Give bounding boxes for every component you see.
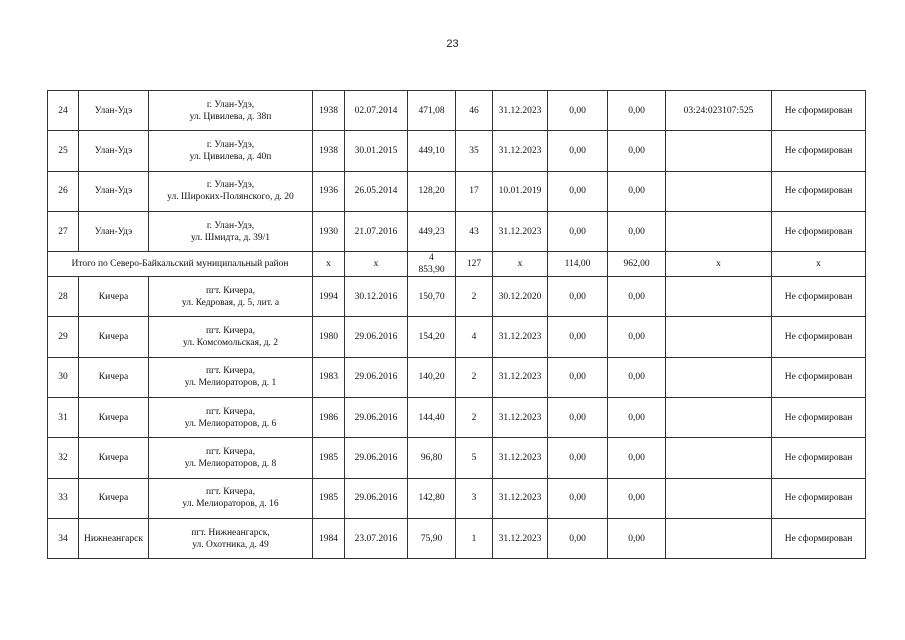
total-row [48, 252, 866, 277]
status-cell: Не сформирован [772, 211, 866, 251]
row-number: 34 [48, 518, 79, 558]
status-cell: Не сформирован [772, 171, 866, 211]
area-cell: 471,08 [408, 91, 456, 131]
address-street: ул. Охотника, д. 49 [192, 539, 269, 550]
table-row [48, 398, 866, 438]
settlement-cell: Улан-Удэ [79, 131, 149, 171]
address-street: ул. Комсомольская, д. 2 [182, 338, 279, 349]
year-cell: 1984 [313, 518, 345, 558]
address-cell [149, 131, 313, 171]
year-cell: 1985 [313, 438, 345, 478]
status-cell: Не сформирован [772, 398, 866, 438]
table-row [48, 317, 866, 357]
area-cell: 142,80 [408, 478, 456, 518]
table-row [48, 131, 866, 171]
year-cell: 1938 [313, 91, 345, 131]
address-locality: г. Улан-Удэ, [206, 99, 255, 110]
cadastral-number-cell [666, 131, 772, 171]
date-cell: 23.07.2016 [345, 518, 408, 558]
value1-cell: 0,00 [548, 277, 608, 317]
table-body [48, 91, 866, 559]
value2-cell: 0,00 [608, 478, 666, 518]
cadastral-number-cell [666, 518, 772, 558]
deadline-cell: 31.12.2023 [493, 131, 548, 171]
row-number: 32 [48, 438, 79, 478]
value1-cell: 0,00 [548, 478, 608, 518]
settlement-cell: Улан-Удэ [79, 211, 149, 251]
date-cell: 29.06.2016 [345, 317, 408, 357]
area-cell: 449,10 [408, 131, 456, 171]
address-cell [149, 277, 313, 317]
status-cell: Не сформирован [772, 357, 866, 397]
area-cell: 75,90 [408, 518, 456, 558]
value1-cell: 0,00 [548, 171, 608, 211]
date-cell: 21.07.2016 [345, 211, 408, 251]
residents-cell: 2 [456, 398, 493, 438]
value1-cell: 0,00 [548, 357, 608, 397]
address-cell [149, 91, 313, 131]
value2-cell: 0,00 [608, 171, 666, 211]
total-year-cell: x [313, 252, 345, 277]
address-cell [149, 357, 313, 397]
total-date-cell: x [345, 252, 408, 277]
date-cell: 29.06.2016 [345, 357, 408, 397]
deadline-cell: 31.12.2023 [493, 357, 548, 397]
table-row [48, 211, 866, 251]
address-cell [149, 478, 313, 518]
cadastral-number-cell: 03:24:023107:525 [666, 91, 772, 131]
table-row [48, 478, 866, 518]
row-number: 28 [48, 277, 79, 317]
total-residents-cell: 127 [456, 252, 493, 277]
value2-cell: 0,00 [608, 398, 666, 438]
deadline-cell: 10.01.2019 [493, 171, 548, 211]
cadastral-number-cell [666, 317, 772, 357]
area-cell: 144,40 [408, 398, 456, 438]
area-cell: 449,23 [408, 211, 456, 251]
address-cell [149, 518, 313, 558]
deadline-cell: 31.12.2023 [493, 438, 548, 478]
year-cell: 1980 [313, 317, 345, 357]
value2-cell: 0,00 [608, 317, 666, 357]
deadline-cell: 31.12.2023 [493, 478, 548, 518]
table-row [48, 357, 866, 397]
total-deadline-cell: x [493, 252, 548, 277]
cadastral-number-cell [666, 438, 772, 478]
status-cell: Не сформирован [772, 131, 866, 171]
table-row [48, 518, 866, 558]
value2-cell: 0,00 [608, 131, 666, 171]
address-locality: пгт. Кичера, [206, 326, 255, 337]
residents-cell: 5 [456, 438, 493, 478]
row-number: 31 [48, 398, 79, 438]
settlement-cell: Кичера [79, 277, 149, 317]
value2-cell: 0,00 [608, 438, 666, 478]
deadline-cell: 31.12.2023 [493, 211, 548, 251]
settlement-cell: Кичера [79, 357, 149, 397]
year-cell: 1930 [313, 211, 345, 251]
address-street: ул. Мелиораторов, д. 8 [184, 459, 277, 470]
housing-table [47, 90, 866, 559]
total-area-cell: 4 853,90 [408, 252, 456, 277]
cadastral-number-cell [666, 171, 772, 211]
address-locality: пгт. Нижнеангарск, [191, 527, 270, 538]
row-number: 27 [48, 211, 79, 251]
value1-cell: 0,00 [548, 91, 608, 131]
value2-cell: 0,00 [608, 91, 666, 131]
address-locality: пгт. Кичера, [206, 285, 255, 296]
year-cell: 1983 [313, 357, 345, 397]
area-cell: 150,70 [408, 277, 456, 317]
area-cell: 96,80 [408, 438, 456, 478]
residents-cell: 2 [456, 357, 493, 397]
cadastral-number-cell [666, 211, 772, 251]
address-street: ул. Цивилева, д. 40п [189, 151, 272, 162]
status-cell: Не сформирован [772, 91, 866, 131]
address-street: ул. Мелиораторов, д. 6 [184, 418, 277, 429]
residents-cell: 43 [456, 211, 493, 251]
settlement-cell: Кичера [79, 478, 149, 518]
residents-cell: 1 [456, 518, 493, 558]
area-cell: 154,20 [408, 317, 456, 357]
address-locality: пгт. Кичера, [206, 366, 255, 377]
value1-cell: 0,00 [548, 211, 608, 251]
value1-cell: 0,00 [548, 398, 608, 438]
residents-cell: 3 [456, 478, 493, 518]
date-cell: 29.06.2016 [345, 398, 408, 438]
year-cell: 1936 [313, 171, 345, 211]
address-locality: пгт. Кичера, [206, 406, 255, 417]
value2-cell: 0,00 [608, 277, 666, 317]
value2-cell: 0,00 [608, 211, 666, 251]
row-number: 33 [48, 478, 79, 518]
value1-cell: 0,00 [548, 438, 608, 478]
address-cell [149, 317, 313, 357]
date-cell: 29.06.2016 [345, 478, 408, 518]
address-locality: пгт. Кичера, [206, 487, 255, 498]
date-cell: 02.07.2014 [345, 91, 408, 131]
status-cell: Не сформирован [772, 478, 866, 518]
value1-cell: 0,00 [548, 518, 608, 558]
settlement-cell: Кичера [79, 398, 149, 438]
row-number: 25 [48, 131, 79, 171]
value2-cell: 0,00 [608, 518, 666, 558]
year-cell: 1985 [313, 478, 345, 518]
address-cell [149, 211, 313, 251]
settlement-cell: Кичера [79, 317, 149, 357]
total-val1-cell: 114,00 [548, 252, 608, 277]
cadastral-number-cell [666, 357, 772, 397]
settlement-cell: Улан-Удэ [79, 91, 149, 131]
status-cell: Не сформирован [772, 438, 866, 478]
address-street: ул. Цивилева, д. 38п [189, 111, 272, 122]
residents-cell: 35 [456, 131, 493, 171]
value2-cell: 0,00 [608, 357, 666, 397]
deadline-cell: 31.12.2023 [493, 91, 548, 131]
row-number: 30 [48, 357, 79, 397]
address-locality: пгт. Кичера, [206, 447, 255, 458]
residents-cell: 17 [456, 171, 493, 211]
date-cell: 30.01.2015 [345, 131, 408, 171]
status-cell: Не сформирован [772, 317, 866, 357]
row-number: 29 [48, 317, 79, 357]
address-street: ул. Мелиораторов, д. 16 [182, 499, 279, 510]
table-row [48, 277, 866, 317]
deadline-cell: 30.12.2020 [493, 277, 548, 317]
table-row [48, 171, 866, 211]
address-cell [149, 438, 313, 478]
total-cadastral-cell: x [666, 252, 772, 277]
total-val2-cell: 962,00 [608, 252, 666, 277]
residents-cell: 4 [456, 317, 493, 357]
area-cell: 128,20 [408, 171, 456, 211]
address-street: ул. Мелиораторов, д. 1 [184, 378, 277, 389]
cadastral-number-cell [666, 478, 772, 518]
page-number: 23 [446, 38, 459, 50]
status-cell: Не сформирован [772, 277, 866, 317]
address-locality: г. Улан-Удэ, [206, 139, 255, 150]
cadastral-number-cell [666, 277, 772, 317]
address-cell [149, 171, 313, 211]
row-number: 24 [48, 91, 79, 131]
date-cell: 29.06.2016 [345, 438, 408, 478]
year-cell: 1994 [313, 277, 345, 317]
settlement-cell: Кичера [79, 438, 149, 478]
address-street: ул. Кедровая, д. 5, лит. а [181, 297, 280, 308]
deadline-cell: 31.12.2023 [493, 518, 548, 558]
value1-cell: 0,00 [548, 317, 608, 357]
date-cell: 30.12.2016 [345, 277, 408, 317]
address-street: ул. Шмидта, д. 39/1 [190, 232, 271, 243]
residents-cell: 2 [456, 277, 493, 317]
address-locality: г. Улан-Удэ, [206, 220, 255, 231]
settlement-cell: Нижнеангарск [79, 518, 149, 558]
address-locality: г. Улан-Удэ, [206, 180, 255, 191]
residents-cell: 46 [456, 91, 493, 131]
year-cell: 1986 [313, 398, 345, 438]
year-cell: 1938 [313, 131, 345, 171]
settlement-cell: Улан-Удэ [79, 171, 149, 211]
table-row [48, 91, 866, 131]
cadastral-number-cell [666, 398, 772, 438]
address-cell [149, 398, 313, 438]
total-status-cell: x [772, 252, 866, 277]
deadline-cell: 31.12.2023 [493, 317, 548, 357]
area-cell: 140,20 [408, 357, 456, 397]
address-street: ул. Широких-Полянского, д. 20 [167, 192, 294, 203]
row-number: 26 [48, 171, 79, 211]
deadline-cell: 31.12.2023 [493, 398, 548, 438]
date-cell: 26.05.2014 [345, 171, 408, 211]
total-label: Итого по Северо-Байкальский муниципальный район [48, 252, 313, 277]
value1-cell: 0,00 [548, 131, 608, 171]
status-cell: Не сформирован [772, 518, 866, 558]
table-row [48, 438, 866, 478]
